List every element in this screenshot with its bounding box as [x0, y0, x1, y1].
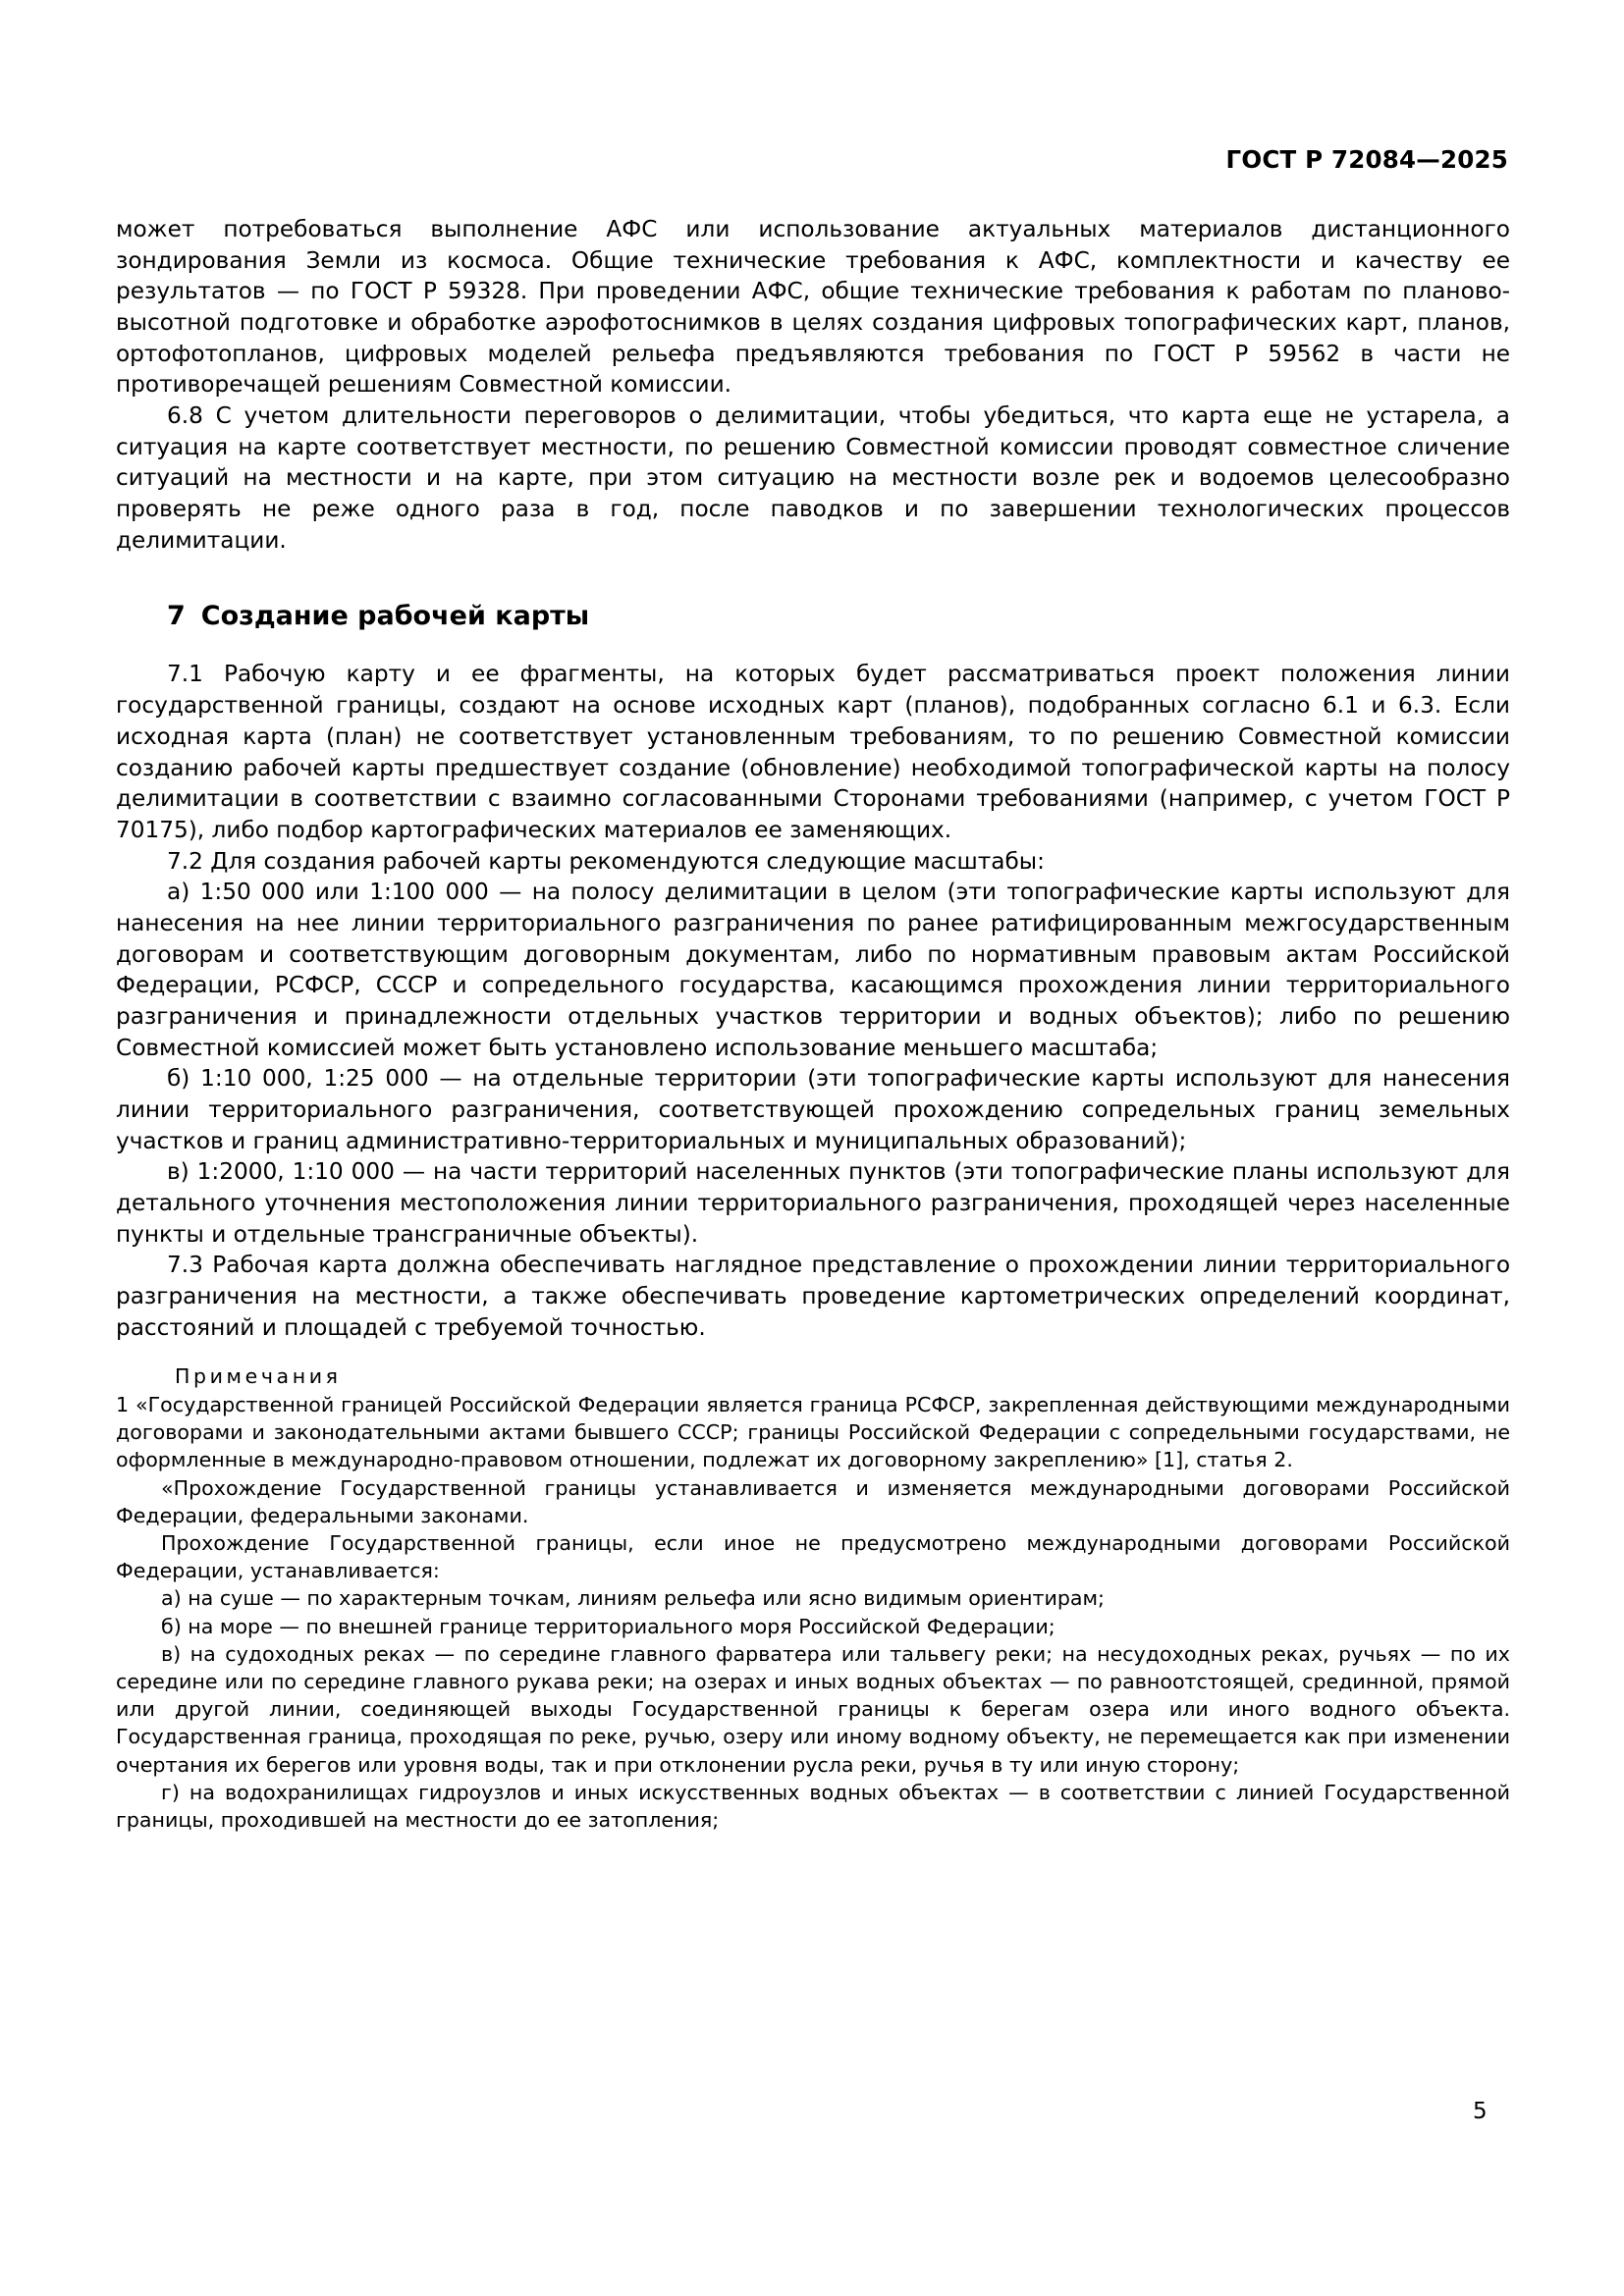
- paragraph-7-3: 7.3 Рабочая карта должна обеспечивать наглядное представление о прохождении линии территориального разграничения на местности, а также обеспечивать проведение картометрических определений координат, расстояний и площадей с требуемой точностью.: [116, 1252, 1510, 1341]
- section-number: 7: [167, 601, 186, 632]
- note-list-item-g: г) на водохранилищах гидроузлов и иных искусственных водных объектах — в соответствии с линией Государственной границы, проходившей на местности до ее затопления;: [116, 1780, 1510, 1832]
- note-list-item-v: в) на судоходных реках — по середине главного фарватера или тальвегу реки; на несудоходных реках, ручьях — по их середине или по середине главного рукава реки; на озерах и иных водных объектах — по равноотстоящей, срединной, прямой или другой линии, соединяющей выходы Государственной границы к берегам озера или иного водного объекта. Государственная граница, проходящая по реке, ручью, озеру или иному водному объекту, не перемещается как при изменении очертания их берегов или уровня воды, так и при отклонении русла реки, ручья в ту или иную сторону;: [116, 1641, 1510, 1777]
- note-list-item-b: б) на море — по внешней границе территориального моря Российской Федерации;: [161, 1614, 1056, 1638]
- page-number: 5: [1473, 2099, 1488, 2124]
- paragraph-7-1: 7.1 Рабочую карту и ее фрагменты, на которых будет рассматриваться проект положения линии государственной границы, создают на основе исходных карт (планов), подобранных согласно 6.1 и 6.3. Если исходная карта (план) не соответствует установленным требованиям, то по решению Совместной комиссии созданию рабочей карты предшествует создание (обновление) необходимой топографической карты на полосу делимитации в соответствии с взаимно согласованными Сторонами требованиями (например, с учетом ГОСТ Р 70175), либо подбор картографических материалов ее заменяющих.: [116, 661, 1510, 843]
- notes-heading: Примечания: [175, 1364, 342, 1389]
- note-item-1: 1 «Государственной границей Российской Федерации является граница РСФСР, закрепленная действующими международными договорами и законодательными актами бывшего СССР; границы Российской Федерации с сопредельными государствами, не оформленные в международно-правовом отношении, подлежат их договорному закреплению» [1], статья 2.: [116, 1392, 1510, 1472]
- paragraph-7-2: 7.2 Для создания рабочей карты рекомендуются следующие масштабы:: [167, 847, 1045, 875]
- note-item-3: Прохождение Государственной границы, если иное не предусмотрено международными договорами Российской Федерации, устанавливается:: [116, 1530, 1510, 1583]
- paragraph-6-8: 6.8 С учетом длительности переговоров о делимитации, чтобы убедиться, что карта еще не устарела, а ситуация на карте соответствует местности, по решению Совместной комиссии проводят совместное сличение ситуаций на местности и на карте, при этом ситуацию на местности возле рек и водоемов целесообразно проверять не реже одного раза в год, после паводков и по завершении технологических процессов делимитации.: [116, 402, 1510, 554]
- section-title-text: Создание рабочей карты: [200, 601, 590, 632]
- paragraph-7-2-item-a: а) 1:50 000 или 1:100 000 — на полосу делимитации в целом (эти топографические карты используют для нанесения на нее линии территориального разграничения по ранее ратифицированным межгосударственным договорам и соответствующим договорным документам, либо по нормативным правовым актам Российской Федерации, РСФСР, СССР и сопредельного государства, касающимся прохождения линии территориального разграничения и принадлежности отдельных участков территории и водных объектов); либо по решению Совместной комиссией может быть установлено использование меньшего масштаба;: [116, 879, 1510, 1061]
- note-item-2: «Прохождение Государственной границы устанавливается и изменяется международными договорами Российской Федерации, федеральными законами.: [116, 1475, 1510, 1527]
- paragraph-6-7-continued: может потребоваться выполнение АФС или использование актуальных материалов дистанционного зондирования Земли из космоса. Общие технические требования к АФС, комплектности и качеству ее результатов — по ГОСТ Р 59328. При проведении АФС, общие технические требования к работам по планово-высотной подготовке и обработке аэрофотоснимков в целях создания цифровых топографических карт, планов, ортофотопланов, цифровых моделей рельефа предъявляются требования по ГОСТ Р 59562 в части не противоречащей решениям Совместной комиссии.: [116, 216, 1510, 399]
- paragraph-7-2-item-b: б) 1:10 000, 1:25 000 — на отдельные территории (эти топографические карты используют для нанесения линии территориального разграничения, соответствующей прохождению сопредельных границ земельных участков и границ административно-территориальных и муниципальных образований);: [116, 1065, 1510, 1154]
- page-content: [116, 214, 1510, 1834]
- section-heading-7: [167, 599, 1510, 633]
- page-header-standard-number: ГОСТ Р 72084—2025: [1225, 145, 1508, 174]
- paragraph-7-2-item-v: в) 1:2000, 1:10 000 — на части территорий населенных пунктов (эти топографические планы используют для детального уточнения местоположения линии территориального разграничения, проходящей через населенные пункты и отдельные трансграничные объекты).: [116, 1158, 1510, 1248]
- note-list-item-a: а) на суше — по характерным точкам, линиям рельефа или ясно видимым ориентирам;: [161, 1586, 1105, 1611]
